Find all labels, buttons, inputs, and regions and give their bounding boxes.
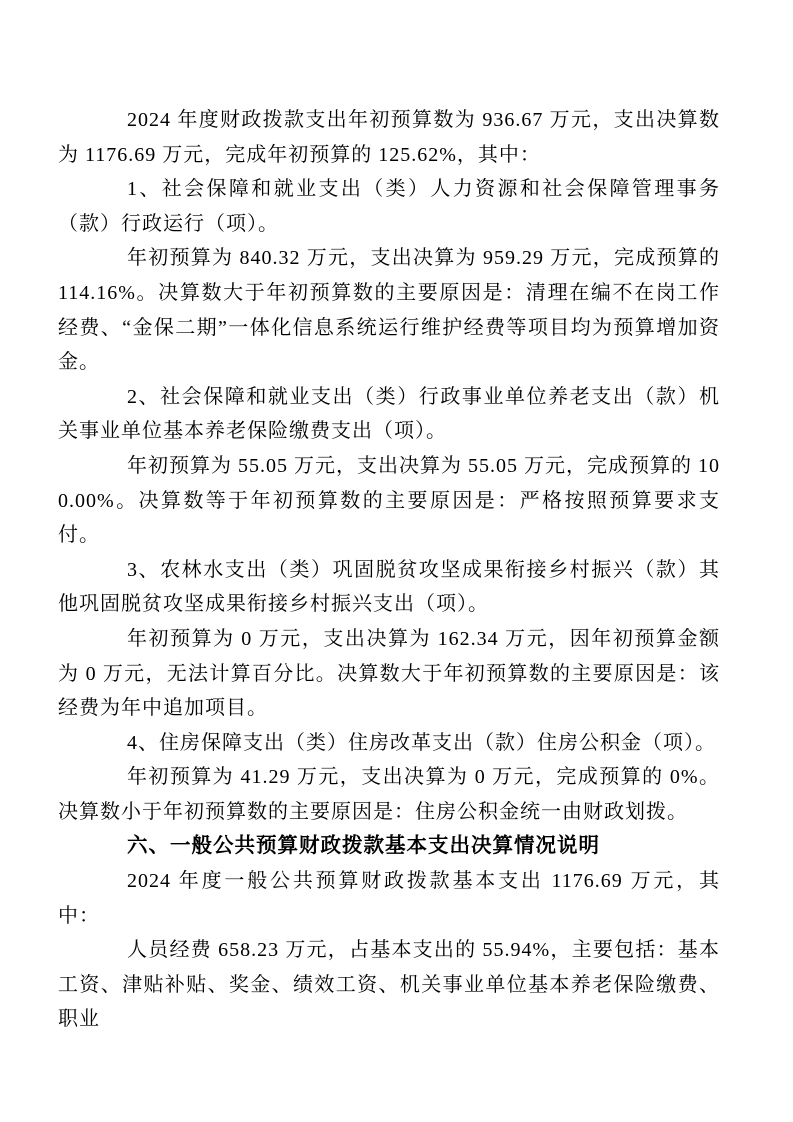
paragraph-personnel-expense: 人员经费 658.23 万元，占基本支出的 55.94%，主要包括：基本工资、津贴补贴、奖金、绩效工资、机关事业单位基本养老保险缴费、职业 (58, 939, 720, 1031)
paragraph-item1-title: 1、社会保障和就业支出（类）人力资源和社会保障管理事务（款）行政运行（项）。 (58, 178, 720, 235)
document-body (58, 103, 720, 1037)
section-heading-basic-expenditure: 六、一般公共预算财政拨款基本支出决算情况说明 (127, 834, 600, 858)
paragraph-budget-summary: 2024 年度财政拨款支出年初预算数为 936.67 万元，支出决算数为 1176.69 万元，完成年初预算的 125.62%，其中： (58, 109, 720, 166)
paragraph-item3-title: 3、农林水支出（类）巩固脱贫攻坚成果衔接乡村振兴（款）其他巩固脱贫攻坚成果衔接乡村振兴支出（项）。 (58, 558, 720, 616)
paragraph-item4-title: 4、住房保障支出（类）住房改革支出（款）住房公积金（项）。 (127, 731, 716, 754)
paragraph-item3-detail: 年初预算为 0 万元，支出决算为 162.34 万元，因年初预算金额为 0 万元，无法计算百分比。决算数大于年初预算数的主要原因是：该经费为年中追加项目。 (58, 627, 720, 720)
paragraph-item2-title: 2、社会保障和就业支出（类）行政事业单位养老支出（款）机关事业单位基本养老保险缴费支出（项）。 (58, 385, 720, 443)
paragraph-item2-detail: 年初预算为 55.05 万元，支出决算为 55.05 万元，完成预算的 100.00%。决算数等于年初预算数的主要原因是：严格按照预算要求支付。 (58, 454, 720, 547)
paragraph-item1-detail: 年初预算为 840.32 万元，支出决算为 959.29 万元，完成预算的 114.16%。决算数大于年初预算数的主要原因是：清理在编不在岗工作经费、“金保二期”一体化信息系统运行维护经费等项目均为预算增加资金。 (58, 247, 720, 374)
paragraph-item4-detail: 年初预算为 41.29 万元，支出决算为 0 万元，完成预算的 0%。决算数小于年初预算数的主要原因是：住房公积金统一由财政划拨。 (58, 766, 720, 823)
paragraph-basic-expenditure-summary: 2024 年度一般公共预算财政拨款基本支出 1176.69 万元，其中： (58, 870, 720, 927)
